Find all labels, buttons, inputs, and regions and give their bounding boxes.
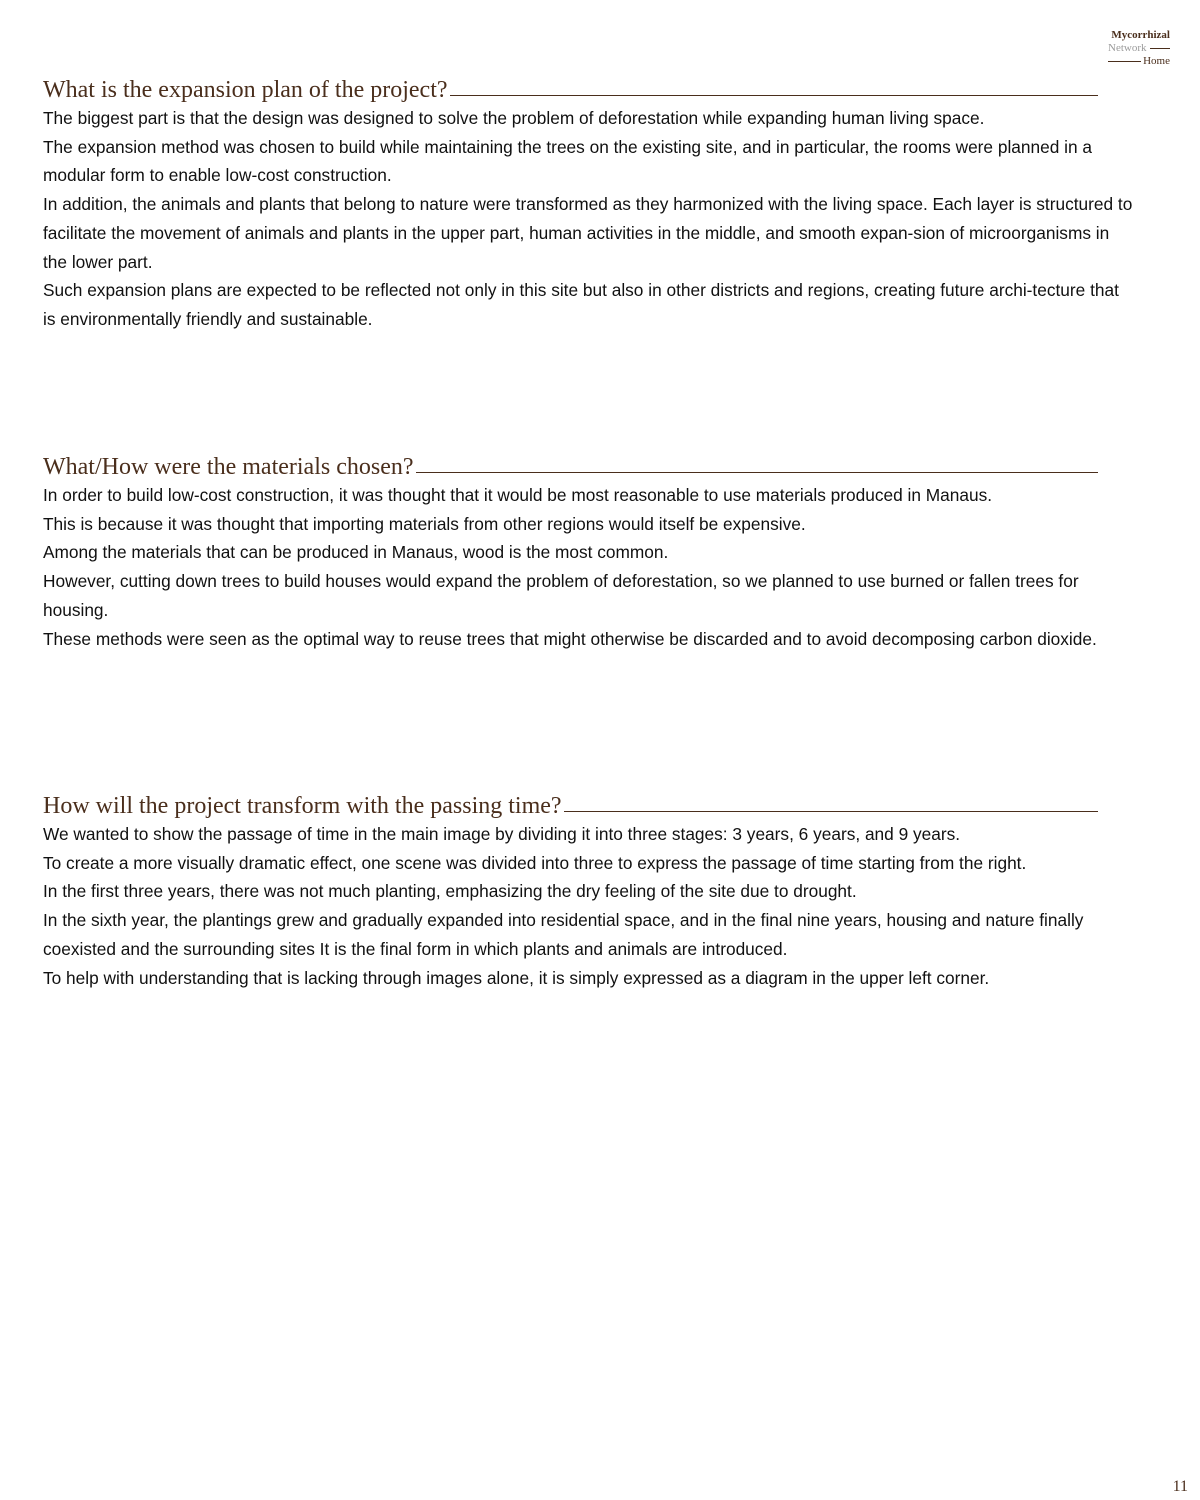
paragraph: However, cutting down trees to build houses would expand the problem of deforestation, so we planned to use burned or fallen trees for housing. [43,571,1079,620]
paragraph: To create a more visually dramatic effect, one scene was divided into three to express the passage of time starting from the right. [43,852,1027,873]
page-number: 11 [1172,1478,1188,1495]
heading-rule [450,95,1098,96]
logo-home-text: Home [1143,55,1170,67]
logo-dash [1108,61,1141,62]
section-heading [43,70,1098,104]
logo-dash [1150,48,1171,49]
section-heading [43,786,1098,820]
section-heading-text: What is the expansion plan of the project? [43,77,448,103]
paragraph: Among the materials that can be produced in Manaus, wood is the most common. [43,542,669,563]
section-time-transformation [43,786,1133,992]
section-body [43,481,1133,653]
section-body [43,820,1133,992]
paragraph: These methods were seen as the optimal way to reuse trees that might otherwise be discarded and to avoid decomposing carbon dioxide. [43,628,1097,649]
section-expansion-plan [43,70,1133,334]
paragraph: In addition, the animals and plants that belong to nature were transformed as they harmonized with the living space. Each layer is structured to facilitate the movement of animals and plants in the upper part, human activities in the middle, and smooth expan-sion of microorganisms in the lower part. [43,194,1133,272]
paragraph: In order to build low-cost construction, it was thought that it would be most reasonable to use materials produced in Manaus. [43,485,993,505]
paragraph: In the first three years, there was not much planting, emphasizing the dry feeling of the site due to drought. [43,881,857,902]
paragraph: Such expansion plans are expected to be reflected not only in this site but also in other districts and regions, creating future archi-tecture that is environmentally friendly and sustainable. [43,280,1119,329]
paragraph: The expansion method was chosen to build while maintaining the trees on the existing site, and in particular, the rooms were planned in a modular form to enable low-cost construction. [43,136,1093,186]
logo-line-home [1108,55,1170,68]
paragraph: This is because it was thought that importing materials from other regions would itself be expensive. [43,513,806,534]
section-materials [43,447,1133,653]
section-heading-text: How will the project transform with the passing time? [43,793,562,819]
heading-rule [564,811,1098,812]
project-logo [1108,29,1170,68]
section-body [43,104,1133,334]
section-heading-text: What/How were the materials chosen? [43,454,414,480]
heading-rule [416,472,1098,473]
section-heading [43,447,1098,481]
logo-network-text: Network [1108,42,1147,54]
logo-line-mycorrhizal: Mycorrhizal [1111,29,1170,41]
paragraph: The biggest part is that the design was designed to solve the problem of deforestation while expanding human living space. [43,108,985,128]
paragraph: We wanted to show the passage of time in the main image by dividing it into three stages: 3 years, 6 years, and 9 years. [43,824,961,844]
logo-line-network [1108,42,1170,55]
paragraph: In the sixth year, the plantings grew and gradually expanded into residential space, and in the final nine years, housing and nature finally coexisted and the surrounding sites It is the final form in which plants and animals are introduced. [43,910,1084,959]
paragraph: To help with understanding that is lacking through images alone, it is simply expressed as a diagram in the upper left corner. [43,967,990,988]
